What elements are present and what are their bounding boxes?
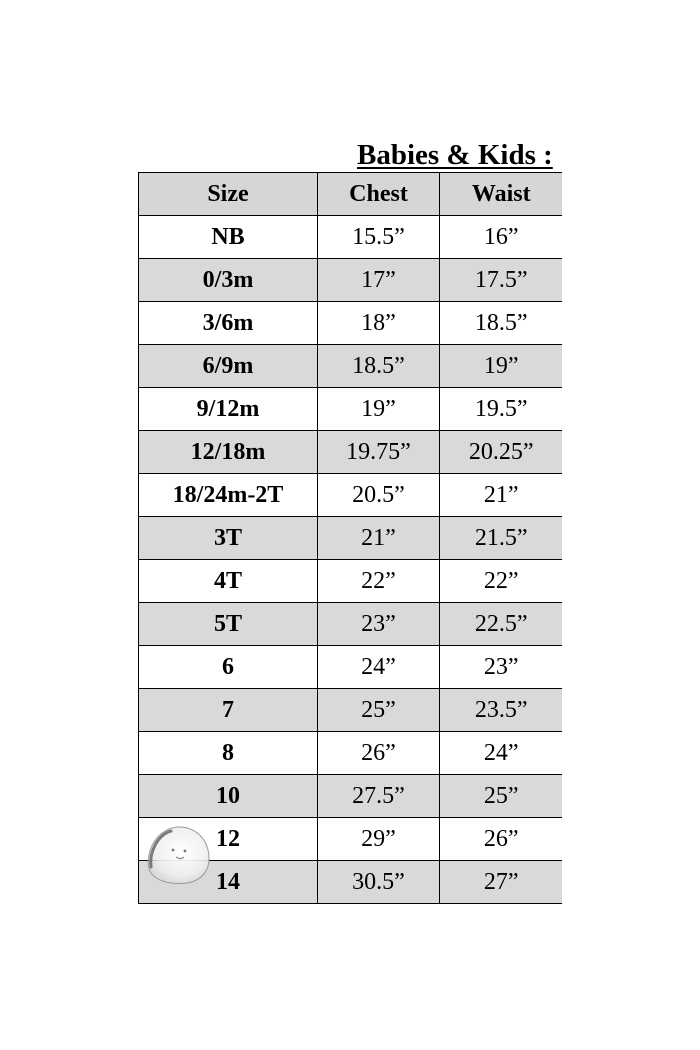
header-chest: Chest (318, 173, 440, 216)
table-row (139, 517, 563, 560)
waist-cell: 16” (440, 216, 563, 259)
chest-cell: 23” (318, 603, 440, 646)
size-cell: 8 (139, 732, 318, 775)
chest-cell: 29” (318, 818, 440, 861)
table-row (139, 474, 563, 517)
waist-cell: 17.5” (440, 259, 563, 302)
size-cell: 9/12m (139, 388, 318, 431)
size-cell: 7 (139, 689, 318, 732)
table-row (139, 603, 563, 646)
chest-cell: 24” (318, 646, 440, 689)
table-row (139, 775, 563, 818)
waist-cell: 20.25” (440, 431, 563, 474)
chest-cell: 27.5” (318, 775, 440, 818)
size-chart (138, 172, 562, 912)
header-size: Size (139, 173, 318, 216)
chest-cell: 30.5” (318, 861, 440, 904)
waist-cell: 23” (440, 646, 563, 689)
table-row (139, 689, 563, 732)
waist-cell: 22.5” (440, 603, 563, 646)
size-cell: 12 (139, 818, 318, 861)
table-row (139, 216, 563, 259)
chest-cell: 26” (318, 732, 440, 775)
chest-cell: 19.75” (318, 431, 440, 474)
table-row (139, 302, 563, 345)
table-row (139, 388, 563, 431)
chest-cell: 17” (318, 259, 440, 302)
size-cell: 6 (139, 646, 318, 689)
size-cell: 12/18m (139, 431, 318, 474)
waist-cell: 22” (440, 560, 563, 603)
size-cell: 14 (139, 861, 318, 904)
size-cell: 10 (139, 775, 318, 818)
chest-cell: 19” (318, 388, 440, 431)
waist-cell: 18.5” (440, 302, 563, 345)
chest-cell: 15.5” (318, 216, 440, 259)
size-table (138, 172, 562, 904)
chest-cell: 20.5” (318, 474, 440, 517)
table-row (139, 345, 563, 388)
waist-cell: 21.5” (440, 517, 563, 560)
chest-cell: 18” (318, 302, 440, 345)
chest-cell: 21” (318, 517, 440, 560)
waist-cell: 23.5” (440, 689, 563, 732)
table-row (139, 560, 563, 603)
size-cell: 4T (139, 560, 318, 603)
waist-cell: 24” (440, 732, 563, 775)
size-cell: 5T (139, 603, 318, 646)
chest-cell: 25” (318, 689, 440, 732)
size-cell: NB (139, 216, 318, 259)
header-row (139, 173, 563, 216)
table-row (139, 732, 563, 775)
table-row (139, 431, 563, 474)
table-row (139, 646, 563, 689)
size-cell: 18/24m-2T (139, 474, 318, 517)
size-cell: 3T (139, 517, 318, 560)
chest-cell: 22” (318, 560, 440, 603)
header-waist: Waist (440, 173, 563, 216)
waist-cell: 25” (440, 775, 563, 818)
waist-cell: 26” (440, 818, 563, 861)
size-cell: 0/3m (139, 259, 318, 302)
waist-cell: 27” (440, 861, 563, 904)
chest-cell: 18.5” (318, 345, 440, 388)
waist-cell: 21” (440, 474, 563, 517)
table-row (139, 259, 563, 302)
size-cell: 3/6m (139, 302, 318, 345)
chart-title: Babies & Kids : (357, 139, 553, 171)
smiley-sticker-icon (143, 823, 213, 885)
size-cell: 6/9m (139, 345, 318, 388)
waist-cell: 19.5” (440, 388, 563, 431)
title-region (138, 136, 562, 174)
waist-cell: 19” (440, 345, 563, 388)
